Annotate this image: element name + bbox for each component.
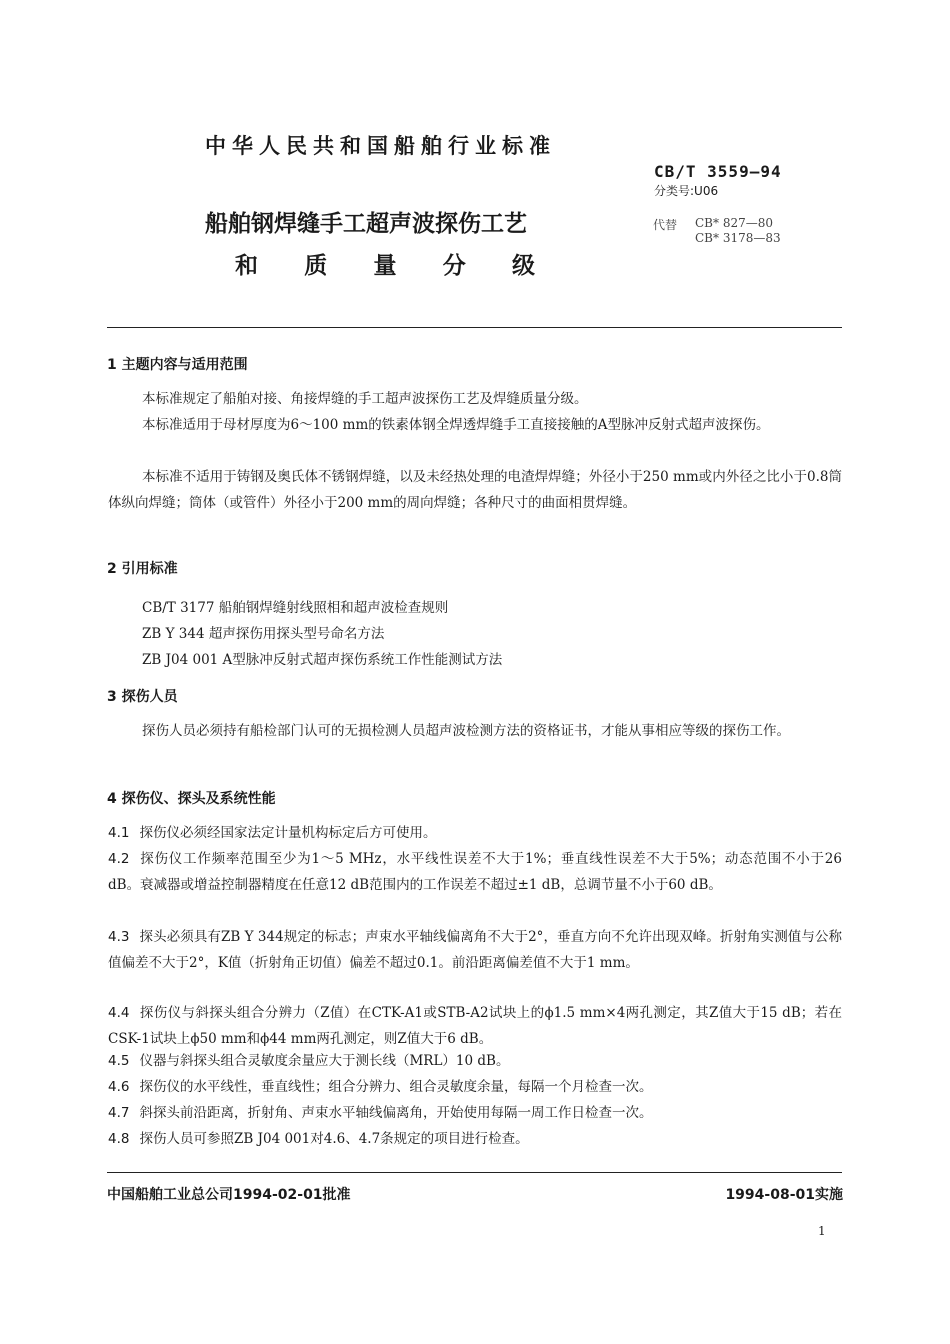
header-divider xyxy=(107,327,842,328)
title-char: 和 xyxy=(235,253,258,279)
footer-divider xyxy=(107,1172,842,1173)
clause-4-8 xyxy=(108,1126,842,1152)
clause-number: 4.5 xyxy=(108,1053,130,1069)
clause-number: 4.6 xyxy=(108,1079,130,1095)
clause-text: 探伤仪与斜探头组合分辨力（Z值）在CTK-A1或STB-A2试块上的ϕ1.5 mm×4两孔测定，其Z值大于15 dB；若在CSK-1试块上ϕ50 mm和ϕ44 mm两孔测定，则Z值大于6 dB。 xyxy=(108,1005,842,1047)
clause-text: 探伤仪必须经国家法定计量机构标定后方可使用。 xyxy=(139,825,437,841)
clause-4-1 xyxy=(108,820,842,846)
replaces-standard-2: CB* 3178—83 xyxy=(695,231,781,245)
title-char: 级 xyxy=(512,253,535,279)
replaces-standard-1: CB* 827—80 xyxy=(695,216,773,230)
clause-4-2 xyxy=(108,846,842,898)
clause-number: 4.8 xyxy=(108,1131,130,1147)
clause-number: 4.3 xyxy=(108,929,130,945)
clause-text: 探伤仪工作频率范围至少为1～5 MHz，水平线性误差不大于1%；垂直线性误差不大于5%；动态范围不小于26 dB。衰减器或增益控制器精度在任意12 dB范围内的工作误差不超过±1 dB，总调节量不小于60 dB。 xyxy=(108,851,842,893)
reference-standard: ZB Y 344 超声探伤用探头型号命名方法 xyxy=(142,626,385,642)
document-title-line1: 船舶钢焊缝手工超声波探伤工艺 xyxy=(205,211,527,237)
clause-number: 4.1 xyxy=(108,825,130,841)
section-1-title: 1 主题内容与适用范围 xyxy=(107,357,248,373)
standard-org-title: 中华人民共和国船舶行业标准 xyxy=(205,134,556,158)
section-1-paragraph-2: 本标准适用于母材厚度为6～100 mm的铁素体钢全焊透焊缝手工直接接触的A型脉冲反射式超声波探伤。 xyxy=(142,417,770,433)
document-title-line2 xyxy=(235,247,535,280)
title-char: 质 xyxy=(304,253,328,279)
page-number: 1 xyxy=(818,1224,826,1238)
section-3-title: 3 探伤人员 xyxy=(107,689,178,705)
clause-4-7 xyxy=(108,1100,842,1126)
clause-4-3 xyxy=(108,924,842,976)
section-4-title: 4 探伤仪、探头及系统性能 xyxy=(107,791,276,807)
approval-line: 中国船舶工业总公司1994-02-01批准 xyxy=(107,1187,351,1203)
clause-number: 4.4 xyxy=(108,1005,130,1021)
clause-4-6 xyxy=(108,1074,842,1100)
clause-text: 斜探头前沿距离，折射角、声束水平轴线偏离角，开始使用每隔一周工作日检查一次。 xyxy=(139,1105,653,1121)
clause-4-5 xyxy=(108,1048,842,1074)
classification-number: 分类号:U06 xyxy=(654,184,719,198)
clause-number: 4.7 xyxy=(108,1105,130,1121)
reference-standard: CB/T 3177 船舶钢焊缝射线照相和超声波检查规则 xyxy=(142,600,449,616)
title-char: 量 xyxy=(373,253,397,279)
reference-standard: ZB J04 001 A型脉冲反射式超声探伤系统工作性能测试方法 xyxy=(142,652,503,668)
clause-number: 4.2 xyxy=(108,851,130,867)
section-1-paragraph-3: 本标准不适用于铸钢及奥氏体不锈钢焊缝，以及未经热处理的电渣焊焊缝；外径小于250 mm或内外径之比小于0.8筒体纵向焊缝；筒体（或管件）外径小于200 mm的周向焊缝；各种尺寸的曲面相贯焊缝。 xyxy=(108,469,842,511)
clause-text: 仪器与斜探头组合灵敏度余量应大于测长线（MRL）10 dB。 xyxy=(139,1053,510,1069)
clause-text: 探头必须具有ZB Y 344规定的标志；声束水平轴线偏离角不大于2°，垂直方向不允许出现双峰。折射角实测值与公称值偏差不大于2°，K值（折射角正切值）偏差不超过0.1。前沿距离偏差值不大于1 mm。 xyxy=(108,929,842,971)
effective-date: 1994-08-01实施 xyxy=(725,1187,843,1203)
clause-text: 探伤仪的水平线性，垂直线性；组合分辨力、组合灵敏度余量，每隔一个月检查一次。 xyxy=(139,1079,653,1095)
section-1-paragraph-1: 本标准规定了船舶对接、角接焊缝的手工超声波探伤工艺及焊缝质量分级。 xyxy=(142,391,588,407)
clause-text: 探伤人员可参照ZB J04 001对4.6、4.7条规定的项目进行检查。 xyxy=(139,1131,529,1147)
section-3-paragraph-1: 探伤人员必须持有船检部门认可的无损检测人员超声波检测方法的资格证书，才能从事相应等级的探伤工作。 xyxy=(142,723,790,739)
title-char: 分 xyxy=(442,253,466,279)
section-2-title: 2 引用标准 xyxy=(107,561,178,577)
standard-code: CB/T 3559—94 xyxy=(654,162,782,181)
replaces-label: 代替 xyxy=(653,218,678,232)
clause-4-4 xyxy=(108,1000,842,1052)
